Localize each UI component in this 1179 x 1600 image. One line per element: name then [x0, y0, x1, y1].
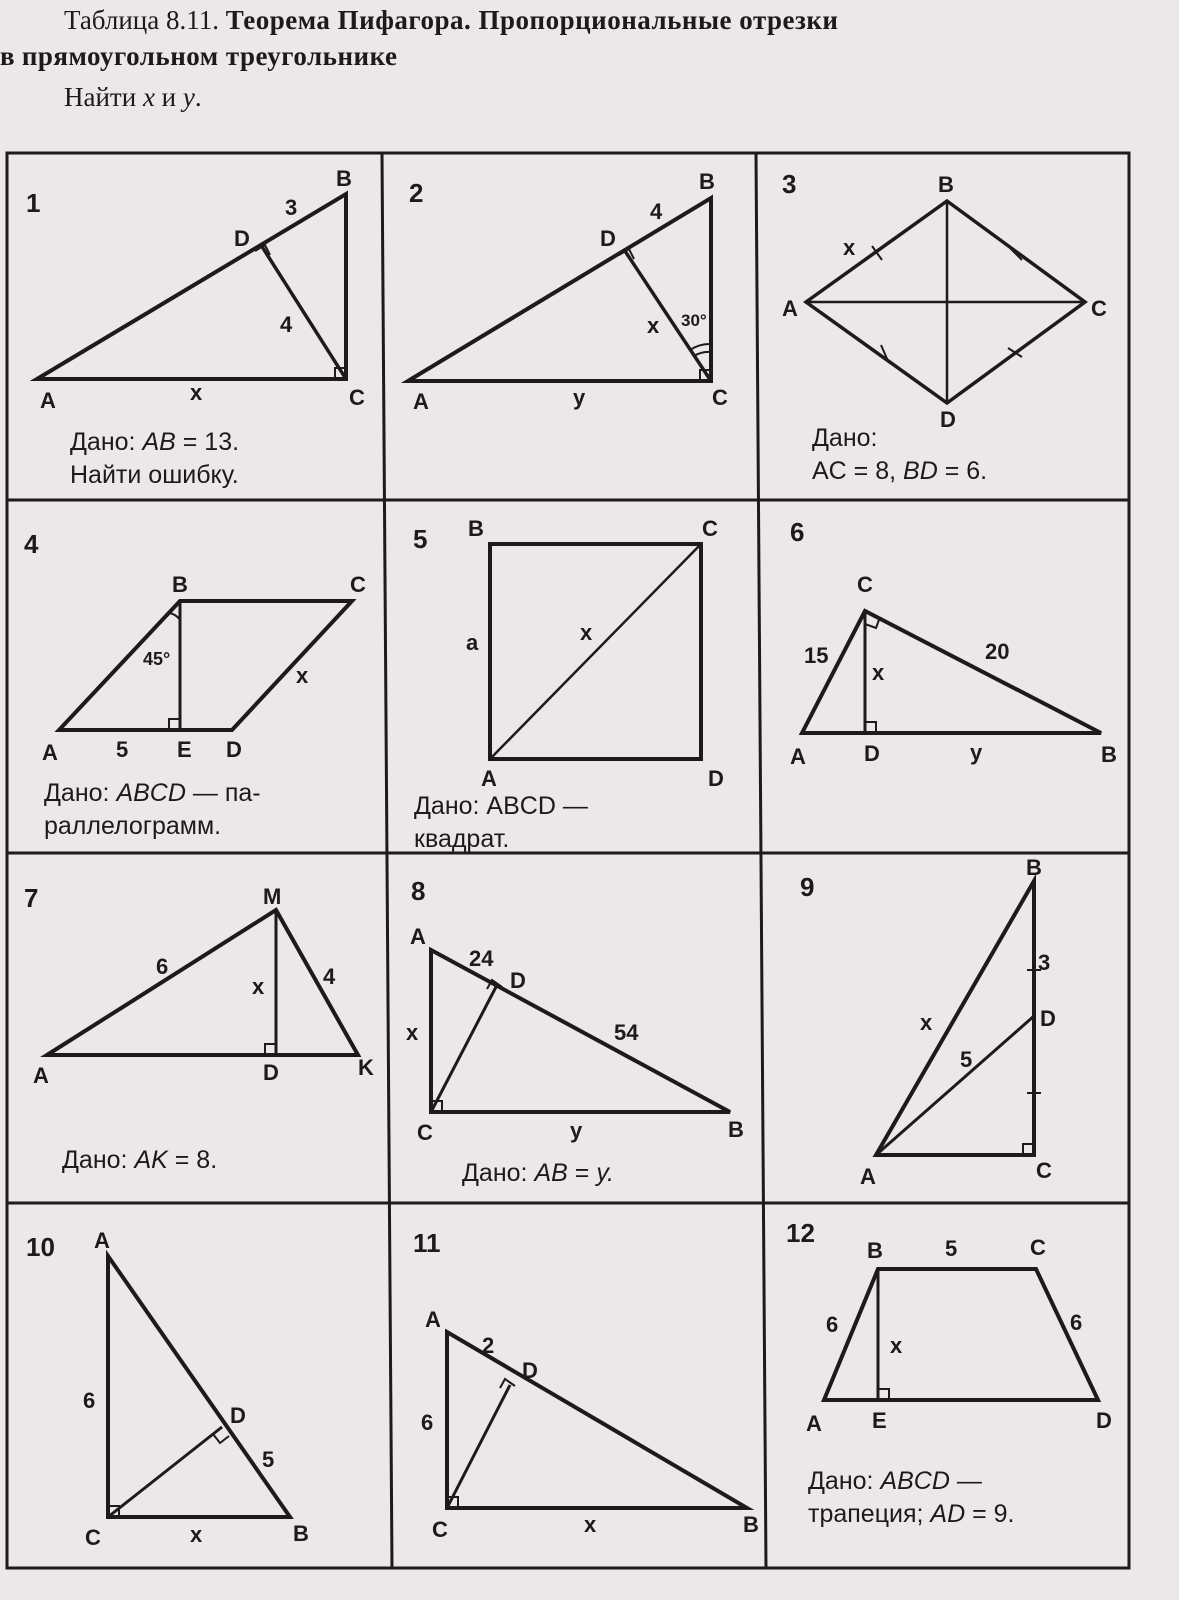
problem-1 [26, 166, 365, 413]
given-value: = 13. [182, 428, 240, 456]
label-a: A [425, 1307, 441, 1332]
problem-number: 12 [786, 1218, 815, 1248]
given-value: — па- [192, 779, 261, 807]
unknown-x: x [406, 1020, 419, 1045]
given-label: Дано: [44, 779, 110, 807]
problem-10 [26, 1228, 309, 1550]
given-1 [70, 426, 239, 492]
label-b: B [728, 1117, 744, 1142]
segment-label: 20 [985, 639, 1010, 664]
given-7 [62, 1144, 217, 1177]
table-number: Таблица 8.11. [64, 5, 219, 35]
unknown-x: x [580, 620, 593, 645]
given-5 [414, 790, 588, 856]
given-label: Дано: [70, 428, 136, 456]
label-e: E [872, 1408, 887, 1433]
label-c: C [857, 572, 873, 597]
segment-label: 6 [1070, 1310, 1083, 1335]
label-a: A [410, 924, 426, 949]
label-b: B [1101, 742, 1117, 767]
title-prefix: в [0, 41, 16, 71]
given-line: Найти ошибку. [70, 461, 239, 489]
segment-label: 4 [650, 199, 663, 224]
task-and: и [161, 82, 177, 112]
triangle-abc [876, 881, 1034, 1155]
label-c: C [1091, 296, 1107, 321]
label-e: E [177, 737, 192, 762]
label-a: A [782, 296, 798, 321]
label-c: C [349, 385, 365, 410]
label-c: C [417, 1120, 433, 1145]
given-4 [44, 777, 261, 843]
segment-label: 6 [156, 954, 169, 979]
label-b: B [867, 1238, 883, 1263]
problem-8 [406, 876, 744, 1145]
segment-label: 4 [280, 312, 293, 337]
problem-number: 4 [24, 529, 39, 559]
label-c: C [712, 385, 728, 410]
given-var: ABCD [116, 779, 186, 807]
label-c: C [350, 572, 366, 597]
problem-7 [24, 883, 374, 1088]
triangle-abc [447, 1332, 747, 1508]
label-d: D [600, 226, 616, 251]
label-b: B [743, 1512, 759, 1537]
label-a: A [806, 1411, 822, 1436]
label-k: K [358, 1055, 374, 1080]
label-b: B [699, 169, 715, 194]
task-prefix: Найти [64, 82, 137, 112]
segment-label: 5 [262, 1447, 275, 1472]
right-angle-mark [169, 613, 180, 730]
square-abcd [490, 544, 701, 759]
given-var: ABCD [880, 1467, 950, 1495]
unknown-x: x [843, 235, 856, 260]
triangle-abc [37, 194, 346, 379]
given-var: AK [134, 1146, 168, 1174]
rhombus-abcd [806, 201, 1085, 403]
given-label: Дано: [462, 1159, 528, 1187]
problem-12 [786, 1218, 1112, 1436]
problem-5 [413, 516, 724, 791]
label-b: B [938, 172, 954, 197]
label-a: A [40, 388, 56, 413]
segment-label: 5 [116, 737, 129, 762]
given-8 [462, 1157, 614, 1190]
given-line: раллелограмм. [44, 812, 222, 840]
unknown-x: x [920, 1010, 933, 1035]
problem-number: 3 [782, 169, 797, 199]
label-d: D [226, 737, 242, 762]
segment-label: 6 [421, 1410, 434, 1435]
label-b: B [172, 572, 188, 597]
segment-label: 54 [614, 1020, 639, 1045]
label-a: A [790, 744, 806, 769]
given-label: трапеция; [808, 1500, 924, 1528]
unknown-y: y [970, 740, 983, 765]
given-value: = 8. [174, 1146, 218, 1174]
problem-number: 2 [409, 178, 424, 208]
problem-6 [790, 517, 1117, 769]
given-label: Дано: [808, 1467, 874, 1495]
label-a: A [860, 1164, 876, 1189]
unknown-x: x [252, 974, 265, 999]
problem-number: 8 [411, 876, 426, 906]
given-label: Дано: [62, 1146, 128, 1174]
angle-label: 45° [143, 649, 171, 669]
label-d: D [230, 1403, 246, 1428]
given-line: квадрат. [414, 825, 510, 853]
given-label: Дано: [812, 424, 878, 452]
triangle-abc [408, 198, 711, 381]
unknown-x: x [872, 660, 885, 685]
given-var: AB [142, 428, 176, 456]
triangle-amk [47, 910, 358, 1055]
segment-label: 6 [83, 1388, 96, 1413]
label-d: D [940, 407, 956, 432]
unknown-x: x [584, 1512, 597, 1537]
segment-label: 2 [482, 1333, 495, 1358]
unknown-y: y [570, 1118, 583, 1143]
label-a: A [94, 1228, 110, 1253]
label-b: B [293, 1521, 309, 1546]
problem-4 [24, 529, 366, 765]
task-x: x [142, 82, 155, 112]
angle-label: 30° [681, 311, 707, 330]
problem-number: 1 [26, 188, 41, 218]
problem-number: 9 [800, 872, 815, 902]
given-var: AB [534, 1159, 568, 1187]
label-b: B [336, 166, 352, 191]
given-value: = 6. [944, 457, 988, 485]
label-b: B [468, 516, 484, 541]
task-y: y [182, 82, 195, 112]
problem-number: 6 [790, 517, 805, 547]
side-a: a [466, 630, 479, 655]
label-a: A [33, 1063, 49, 1088]
given-var: BD [903, 457, 938, 485]
segment-label: 3 [285, 195, 298, 220]
title-line-2: прямоугольном треугольнике [21, 41, 398, 71]
problem-number: 7 [24, 883, 39, 913]
segment-label: 24 [469, 946, 494, 971]
segment-label: 3 [1038, 950, 1051, 975]
label-c: C [702, 516, 718, 541]
label-c: C [85, 1525, 101, 1550]
given-var: AD [930, 1500, 966, 1528]
segment-label: 6 [826, 1312, 839, 1337]
problem-2 [408, 169, 728, 414]
label-c: C [1036, 1158, 1052, 1183]
label-b: B [1026, 855, 1042, 880]
label-d: D [522, 1358, 538, 1383]
triangle-abc [802, 611, 1101, 733]
unknown-x: x [190, 1522, 203, 1547]
segment-label: 15 [804, 643, 829, 668]
problem-11 [413, 1228, 759, 1542]
given-value: = [574, 1159, 590, 1187]
problem-9 [800, 855, 1056, 1189]
given-line: Дано: ABCD — [414, 792, 588, 820]
label-d: D [263, 1060, 279, 1085]
triangle-abc [108, 1256, 290, 1517]
unknown-x: x [890, 1333, 903, 1358]
problem-number: 5 [413, 524, 428, 554]
label-m: M [263, 884, 282, 909]
title-line-1: Теорема Пифагора. Пропорциональные отрезки [225, 5, 839, 35]
label-d: D [708, 766, 724, 791]
task-dot: . [194, 82, 202, 112]
label-a: A [42, 740, 58, 765]
unknown-x: x [296, 663, 309, 688]
label-c: C [432, 1517, 448, 1542]
given-value: = 9. [972, 1500, 1015, 1528]
given-12 [808, 1465, 1015, 1531]
label-a: A [413, 389, 429, 414]
given-value: — [956, 1467, 982, 1495]
trapezoid-abcd [824, 1269, 1098, 1400]
given-3 [812, 422, 987, 488]
segment-label: 4 [323, 964, 336, 989]
unknown-y: y [573, 385, 586, 410]
problem-3 [782, 169, 1107, 432]
given-var: y. [596, 1159, 614, 1187]
label-a: A [481, 766, 497, 791]
problem-number: 11 [413, 1228, 441, 1258]
segment-label: 5 [960, 1047, 973, 1072]
unknown-x: x [647, 313, 660, 338]
label-c: C [1030, 1235, 1046, 1260]
unknown-x: x [190, 380, 203, 405]
label-d: D [510, 968, 526, 993]
label-d: D [234, 226, 250, 251]
segment-label: 5 [945, 1236, 958, 1261]
label-d: D [1040, 1006, 1056, 1031]
label-d: D [864, 741, 880, 766]
triangle-abc [431, 950, 730, 1112]
label-d: D [1096, 1408, 1112, 1433]
given-value: AC = 8, [812, 457, 897, 485]
problem-number: 10 [26, 1232, 55, 1262]
